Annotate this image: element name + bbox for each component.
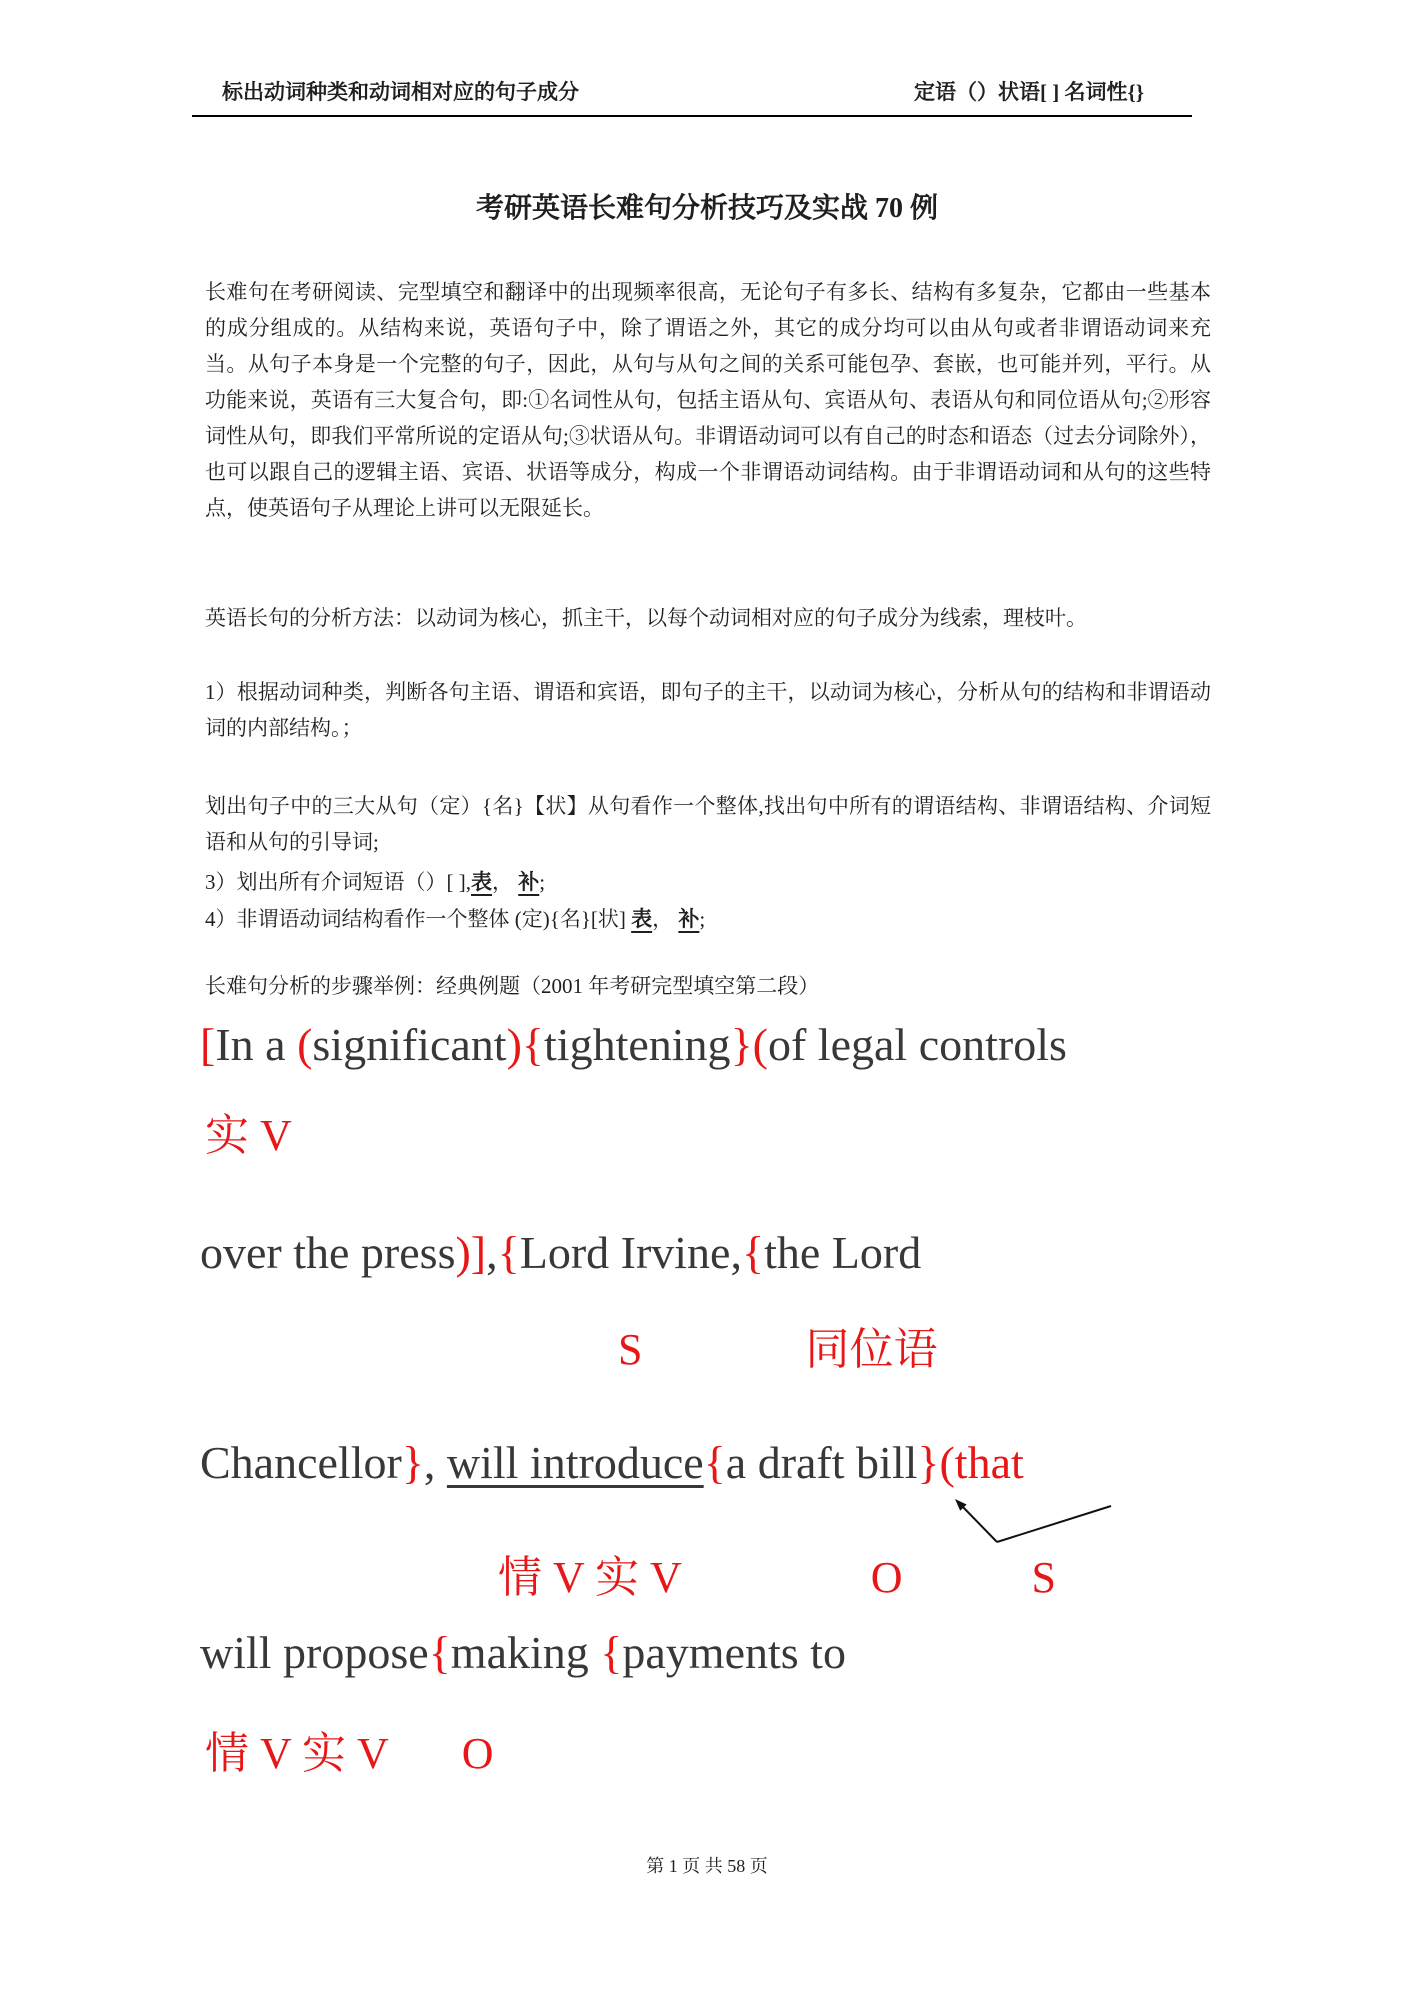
text-segment: , <box>423 1437 447 1488</box>
sentence-line-4 <box>200 1624 1300 1682</box>
text-segment: ， <box>492 870 519 894</box>
text-segment: 表 <box>631 907 653 931</box>
text-segment: )] <box>455 1227 487 1278</box>
page-header <box>192 76 1192 117</box>
header-left-text: 标出动词种类和动词相对应的句子成分 <box>222 80 579 104</box>
text-segment: payments to <box>622 1627 846 1678</box>
step-2-paragraph: 划出句子中的三大从句（定）{名}【状】从句看作一个整体,找出句中所有的谓语结构、非谓语结构、介词短语和从句的引导词; <box>205 794 1211 854</box>
example-heading: 长难句分析的步骤举例：经典例题（2001 年考研完型填空第二段） <box>205 974 820 998</box>
text-segment: { <box>741 1227 765 1278</box>
annotation-apposition-label: 同位语 <box>805 1325 938 1374</box>
annotation-o-label: O <box>461 1729 494 1778</box>
text-segment: ; <box>539 870 546 894</box>
text-segment: } <box>730 1019 753 1070</box>
annotation-verb-object-subject <box>205 1552 1305 1605</box>
text-segment: 补 <box>678 907 700 931</box>
text-segment: } <box>401 1437 424 1488</box>
annotation-verbs-label: 情 V 实 V <box>205 1729 389 1778</box>
text-segment: ， <box>652 907 679 931</box>
text-segment: { <box>497 1227 520 1278</box>
text-segment: will introduce <box>446 1437 704 1488</box>
text-segment: a draft bill <box>725 1437 918 1488</box>
header-right-legend: 定语（）状语[ ] 名词性{} <box>913 80 1144 104</box>
text-segment: { <box>703 1437 726 1488</box>
text-segment: [ <box>200 1019 216 1070</box>
text-segment: , <box>486 1227 498 1278</box>
text-segment: of legal controls <box>767 1019 1067 1070</box>
annotation-subject-apposition <box>205 1324 1305 1377</box>
annotation-verbs-label: 情 V 实 V <box>498 1553 682 1602</box>
text-segment: 表 <box>471 870 492 894</box>
method-paragraph: 英语长句的分析方法：以动词为核心，抓主干，以每个动词相对应的句子成分为线索，理枝叶。 <box>205 606 1087 630</box>
text-segment: { <box>521 1019 545 1070</box>
text-segment: Chancellor <box>200 1437 402 1488</box>
step-1-paragraph: 1）根据动词种类，判断各句主语、谓语和宾语，即句子的主干，以动词为核心，分析从句的结构和非谓语动词的内部结构。； <box>205 680 1211 740</box>
text-segment: ) <box>506 1019 522 1070</box>
text-segment: 3）划出所有介词短语（）[ ], <box>205 870 471 894</box>
annotation-s-label: S <box>618 1325 643 1374</box>
annotation-shi-v <box>205 1110 1305 1163</box>
text-segment: 4）非谓语动词结构看作一个整体 (定){名}[状] <box>205 907 632 931</box>
step-3-paragraph <box>205 864 1211 900</box>
annotation-s-label: S <box>1031 1553 1057 1602</box>
sentence-line-3 <box>200 1434 1300 1492</box>
text-segment: (that <box>939 1437 1024 1488</box>
text-segment: ( <box>297 1019 313 1070</box>
text-segment: { <box>428 1627 451 1678</box>
text-segment: making <box>450 1627 601 1678</box>
text-segment: In a <box>215 1019 298 1070</box>
intro-paragraph: 长难句在考研阅读、完型填空和翻译中的出现频率很高，无论句子有多长、结构有多复杂，它都由一些基本的成分组成的。从结构来说，英语句子中，除了谓语之外，其它的成分均可以由从句或者非谓语动词来充当。从句子本身是一个完整的句子，因此，从句与从句之间的关系可能包孕、套嵌，也可能并列，平行。从功能来说，英语有三大复合句，即:①名词性从句，包括主语从句、宾语从句、表语从句和同位语从句;②形容词性从句，即我们平常所说的定语从句;③状语从句。非谓语动词可以有自己的时态和语态（过去分词除外），也可以跟自己的逻辑主语、宾语、状语等成分，构成一个非谓语动词结构。由于非谓语动词和从句的这些特点，使英语句子从理论上讲可以无限延长。 <box>205 280 1211 520</box>
annotation-o-label: O <box>870 1553 903 1602</box>
sentence-line-1 <box>200 1016 1300 1074</box>
text-segment: over the press <box>200 1227 456 1278</box>
text-segment: } <box>917 1437 940 1488</box>
text-segment: significant <box>312 1019 507 1070</box>
text-segment: tightening <box>544 1019 731 1070</box>
step-4-paragraph <box>205 901 1211 937</box>
page-footer: 第 1 页 共 58 页 <box>646 1856 768 1876</box>
annotation-verb-object <box>205 1728 1305 1781</box>
text-segment: will propose <box>200 1627 429 1678</box>
text-segment: the Lord <box>764 1227 922 1278</box>
pointer-arrow-icon <box>928 1488 1128 1558</box>
text-segment: ; <box>699 907 706 931</box>
page-title: 考研英语长难句分析技巧及实战 70 例 <box>475 193 938 224</box>
text-segment: Lord Irvine, <box>519 1227 742 1278</box>
text-segment: ( <box>752 1019 768 1070</box>
annotation-label: 实 V <box>205 1111 292 1160</box>
text-segment: 补 <box>518 870 540 894</box>
text-segment: { <box>600 1627 623 1678</box>
sentence-line-2 <box>200 1224 1300 1282</box>
